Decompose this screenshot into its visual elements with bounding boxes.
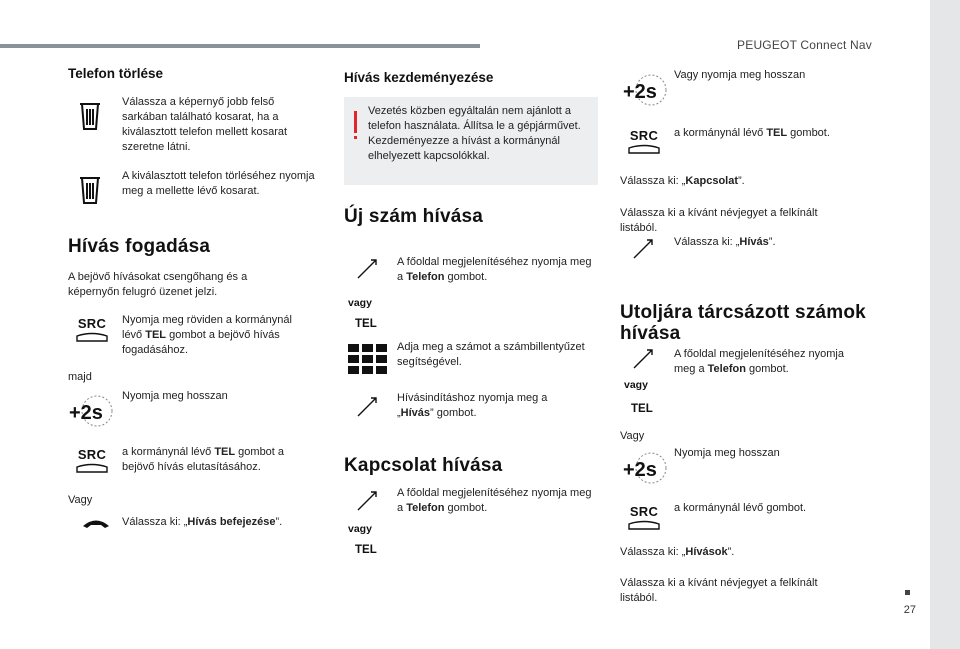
utoljara-line2: Válassza ki a kívánt névjegyet a felkínált listából.	[620, 577, 818, 604]
warning-icon	[354, 111, 357, 133]
tel-button-label: TEL	[355, 318, 377, 330]
utoljara-step1: A főoldal megjelenítéséhez nyomja meg a Telefon gombot.	[674, 348, 844, 375]
kapcsolat-step1: A főoldal megjelenítéséhez nyomja meg a Telefon gombot.	[397, 487, 592, 514]
section-title-telefon-torlese: Telefon törlése	[68, 66, 164, 81]
src-button-icon: SRC	[72, 448, 112, 475]
two-seconds-icon	[620, 450, 668, 486]
hang-up-icon	[78, 514, 114, 532]
phone-icon	[628, 344, 658, 374]
phone-icon	[628, 234, 658, 264]
utoljara-line1: Válassza ki: „Hívások”.	[620, 546, 735, 558]
warning-box	[344, 97, 598, 185]
telefon-torlese-step1: Válassza a képernyő jobb felső sarkában található kosarat, ha a kiválasztott telefon mellett kosarat szeretne látni.	[122, 96, 288, 153]
uj-szam-step2: Adja meg a számot a számbillentyűzet segítségével.	[397, 341, 585, 368]
section-title-uj-szam: Új szám hívása	[344, 206, 484, 227]
header-title: PEUGEOT Connect Nav	[737, 38, 872, 52]
hivas-fogadasa-step4: Válassza ki: „Hívás befejezése”.	[122, 516, 283, 528]
trash-icon	[74, 96, 106, 136]
src-button-icon: SRC	[624, 129, 664, 156]
phone-icon	[352, 254, 382, 284]
header-rule	[0, 44, 480, 48]
hivas-fogadasa-intro: A bejövő hívásokat csengőhang és a képernyőn felugró üzenet jelzi.	[68, 271, 248, 298]
vagy-label: vagy	[624, 379, 648, 391]
svg-text:+2s: +2s	[69, 402, 103, 424]
two-seconds-icon	[620, 72, 668, 108]
kapcsolat-step4: Válassza ki: „Hívás”.	[674, 236, 776, 248]
section-title-hivas-fogadasa: Hívás fogadása	[68, 236, 211, 257]
page-sidebar-band	[930, 0, 960, 649]
kapcsolat-step3: a kormánynál lévő TEL gombot.	[674, 127, 830, 139]
vagy-label: Vagy	[68, 494, 93, 506]
src-button-icon: SRC	[72, 317, 112, 344]
page-marker	[905, 590, 910, 595]
src-button-icon: SRC	[624, 505, 664, 532]
section-title-hivas-kezdemenyezese: Hívás kezdeményezése	[344, 70, 494, 85]
hivas-fogadasa-step2: Nyomja meg hosszan	[122, 390, 228, 402]
telefon-torlese-step2: A kiválasztott telefon törléséhez nyomja meg a mellette lévő kosarat.	[122, 170, 315, 197]
trash-icon	[74, 170, 106, 210]
vagy-label: vagy	[348, 297, 372, 309]
hivas-fogadasa-step3: a kormánynál lévő TEL gombot a bejövő hívás elutasításához.	[122, 446, 285, 473]
section-title-utoljara: Utoljára tárcsázott számok hívása	[620, 302, 866, 344]
kapcsolat-step2: Vagy nyomja meg hosszan	[674, 69, 806, 81]
uj-szam-step1: A főoldal megjelenítéséhez nyomja meg a Telefon gombot.	[397, 256, 592, 283]
uj-szam-step3: Hívásindításhoz nyomja meg a „Hívás” gombot.	[397, 392, 548, 419]
kapcsolat-line2: Válassza ki a kívánt névjegyet a felkínált listából.	[620, 207, 818, 234]
phone-icon	[352, 392, 382, 422]
keypad-icon	[348, 344, 388, 374]
tel-button-label: TEL	[355, 544, 377, 556]
kapcsolat-line1: Válassza ki: „Kapcsolat”.	[620, 175, 745, 187]
svg-text:+2s: +2s	[623, 81, 657, 103]
svg-text:+2s: +2s	[623, 459, 657, 481]
phone-icon	[352, 486, 382, 516]
page-number: 27	[903, 604, 916, 616]
two-seconds-icon	[66, 393, 114, 429]
vagy-label: Vagy	[620, 430, 645, 442]
utoljara-step2: Nyomja meg hosszan	[674, 447, 780, 459]
warning-text: Vezetés közben egyáltalán nem ajánlott a telefon használata. Állítsa le a gépjárművet. Kezdeményezze a hívást a kormánynál elhelyezett kapcsolókkal.	[368, 105, 581, 162]
hivas-fogadasa-step1: Nyomja meg röviden a kormánynál lévő TEL gombot a bejövő hívás fogadásához.	[122, 314, 292, 356]
section-title-kapcsolat: Kapcsolat hívása	[344, 455, 503, 476]
majd-label: majd	[68, 371, 92, 383]
vagy-label: vagy	[348, 523, 372, 535]
utoljara-step3: a kormánynál lévő gombot.	[674, 502, 807, 514]
tel-button-label: TEL	[631, 403, 653, 415]
